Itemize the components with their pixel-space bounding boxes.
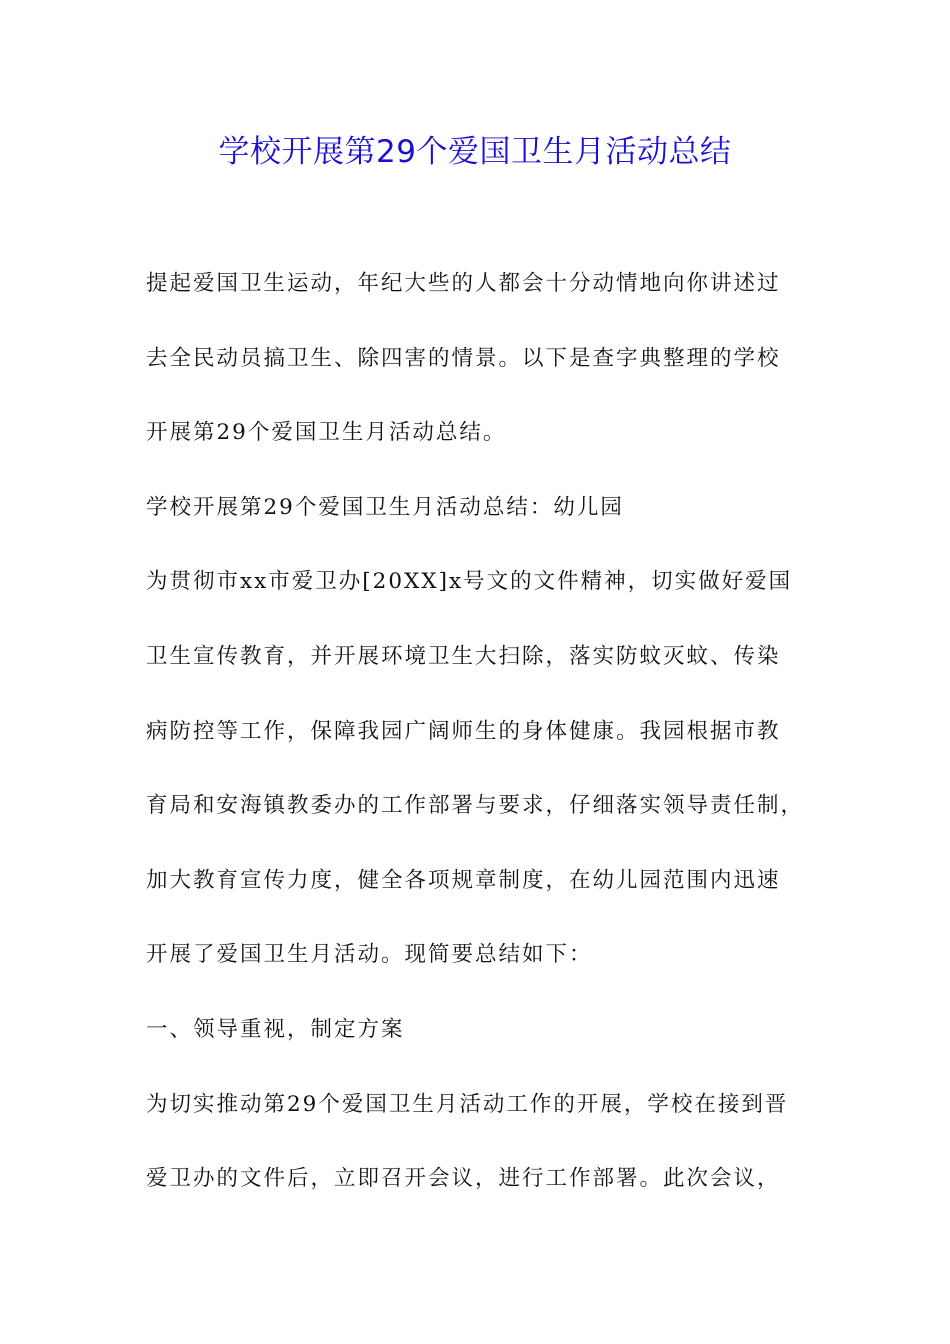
body-line: 爱卫办的文件后，立即召开会议，进行工作部署。此次会议， xyxy=(146,1166,781,1192)
body-line: 提起爱国卫生运动，年纪大些的人都会十分动情地向你讲述过 xyxy=(146,271,781,296)
body-line: 为贯彻市xx市爱卫办[20XX]x号文的文件精神，切实做好爱国 xyxy=(146,569,793,595)
body-line: 育局和安海镇教委办的工作部署与要求，仔细落实领导责任制， xyxy=(146,793,805,819)
body-line: 为切实推动第29个爱国卫生月活动工作的开展，学校在接到晋 xyxy=(146,1091,789,1117)
body-line: 病防控等工作，保障我园广阔师生的身体健康。我园根据市教 xyxy=(146,718,781,744)
subsection-heading: 一、领导重视，制定方案 xyxy=(146,1016,405,1042)
document-body xyxy=(146,262,811,1232)
body-line: 去全民动员搞卫生、除四害的情景。以下是查字典整理的学校 xyxy=(146,345,781,371)
body-line: 加大教育宣传力度，健全各项规章制度，在幼儿园范围内迅速 xyxy=(146,867,781,893)
document-title: 学校开展第29个爱国卫生月活动总结 xyxy=(218,134,732,170)
body-line: 开展了爱国卫生月活动。现简要总结如下： xyxy=(146,942,593,968)
section-heading: 学校开展第29个爱国卫生月活动总结：幼儿园 xyxy=(146,494,624,520)
body-line: 卫生宣传教育，并开展环境卫生大扫除，落实防蚊灭蚊、传染 xyxy=(146,643,781,669)
body-line: 开展第29个爱国卫生月活动总结。 xyxy=(146,420,507,446)
